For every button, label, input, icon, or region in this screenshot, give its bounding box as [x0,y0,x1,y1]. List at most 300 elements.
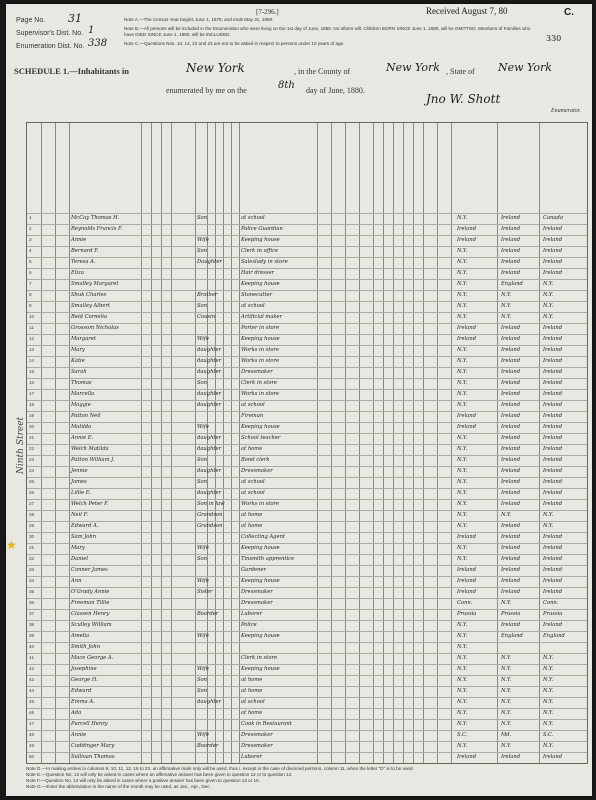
mother-birthplace: Ireland [543,325,563,331]
occupation: Bond clerk [241,457,270,463]
county-value: New York [386,61,440,74]
row-number: 36 [29,600,35,605]
table-row [27,697,587,708]
birthplace: N.Y. [457,358,468,364]
person-name: Conner James [71,567,108,573]
occupation: Keeping house [241,545,280,551]
father-birthplace: N.Y. [501,314,512,320]
table-row [27,246,587,257]
relationship: Wife [197,424,209,430]
relationship: Grandson [197,523,223,529]
row-number: 2 [29,226,32,231]
birthplace: N.Y. [457,644,468,650]
father-birthplace: Ireland [501,435,521,441]
father-birthplace: Ireland [501,479,521,485]
table-row [27,411,587,422]
row-number: 7 [29,281,32,286]
mother-birthplace: N.Y. [543,743,554,749]
row-number: 4 [29,248,32,253]
father-birthplace: Ireland [501,413,521,419]
mother-birthplace: Ireland [543,248,563,254]
occupation: Gardener [241,567,266,573]
table-row [27,323,587,334]
table-row [27,488,587,499]
table-row [27,587,587,598]
father-birthplace: Ireland [501,556,521,562]
table-row [27,444,587,455]
occupation: at home [241,710,263,716]
occupation: Clerk in store [241,655,278,661]
mother-birthplace: Ireland [543,402,563,408]
person-name: Edward A. [71,523,99,529]
birthplace: N.Y. [457,721,468,727]
birthplace: N.Y. [457,545,468,551]
row-number: 10 [29,314,35,319]
relationship: Boarder [197,611,219,617]
father-birthplace: N.Y. [501,710,512,716]
relationship: Daughter [197,259,222,265]
table-row [27,345,587,356]
occupation: Collecting Agent [241,534,286,540]
table-row [27,532,587,543]
occupation: Dressmaker [241,589,273,595]
birthplace: N.Y. [457,270,468,276]
mother-birthplace: N.Y. [543,314,554,320]
occupation: at school [241,479,265,485]
column-header-band [27,123,587,214]
row-number: 20 [29,424,35,429]
row-number: 25 [29,479,35,484]
birthplace: N.Y. [457,655,468,661]
table-row [27,466,587,477]
row-number: 1 [29,215,32,220]
father-birthplace: England [501,633,523,639]
table-row [27,719,587,730]
mother-birthplace: Ireland [543,347,563,353]
row-number: 44 [29,688,35,693]
occupation: Keeping house [241,424,280,430]
mother-birthplace: Ireland [543,380,563,386]
mother-birthplace: Ireland [543,479,563,485]
row-number: 31 [29,545,35,550]
mother-birthplace: N.Y. [543,523,554,529]
row-number: 38 [29,622,35,627]
relationship: Wife [197,578,209,584]
mother-birthplace: Ireland [543,501,563,507]
father-birthplace: N.Y. [501,677,512,683]
occupation: Works in store [241,347,280,353]
table-row [27,213,587,224]
table-row [27,631,587,642]
table-row [27,279,587,290]
person-name: Ann [71,578,82,584]
father-birthplace: Ireland [501,523,521,529]
row-number: 41 [29,655,35,660]
table-row [27,543,587,554]
occupation: Works in store [241,358,280,364]
occupation: Cook in Restaurant [241,721,292,727]
person-name: Sculley William [71,622,112,628]
person-name: George H. [71,677,99,683]
birthplace: N.Y. [457,468,468,474]
mother-birthplace: Canada [543,215,563,221]
row-number: 42 [29,666,35,671]
mother-birthplace: N.Y. [543,512,554,518]
row-number: 23 [29,457,35,462]
occupation: Works in store [241,391,280,397]
father-birthplace: Ireland [501,578,521,584]
person-name: Matilda [71,424,92,430]
birthplace: Ireland [457,534,477,540]
row-number: 45 [29,699,35,704]
person-name: Mace George A. [71,655,114,661]
table-row [27,499,587,510]
footnote: Note F.—Question No. 14 will only be asked in cases where a positive answer has been given to question 13 or 15. [26,778,260,783]
relationship: Boarder [197,743,219,749]
father-birthplace: Ireland [501,259,521,265]
enumerator-signature: Jno W. Shott [426,92,501,106]
person-name: Freeman Tillie [71,600,110,606]
person-name: Purcell Henry [71,721,108,727]
relationship: daughter [197,435,222,441]
row-number: 49 [29,743,35,748]
person-name: Margaret [71,336,96,342]
mother-birthplace: Conn. [543,600,559,606]
table-row [27,708,587,719]
occupation: Keeping house [241,578,280,584]
occupation: at home [241,446,263,452]
birthplace: Prussia [457,611,477,617]
occupation: Dressmaker [241,732,273,738]
mother-birthplace: Ireland [543,545,563,551]
mother-birthplace: Ireland [543,589,563,595]
birthplace: N.Y. [457,479,468,485]
street-name: Ninth Street [16,416,26,474]
relationship: Wife [197,732,209,738]
father-birthplace: N.Y. [501,699,512,705]
birthplace: N.Y. [457,259,468,265]
table-row [27,565,587,576]
mother-birthplace: N.Y. [543,688,554,694]
table-row [27,554,587,565]
occupation: Clerk in office [241,248,279,254]
birthplace: N.Y. [457,490,468,496]
person-name: O'Grady Annie [71,589,110,595]
mother-birthplace: Ireland [543,578,563,584]
occupation: at school [241,699,265,705]
mother-birthplace: N.Y. [543,699,554,705]
birthplace: N.Y. [457,633,468,639]
occupation: at school [241,402,265,408]
mother-birthplace: Ireland [543,391,563,397]
father-birthplace: N.Y. [501,721,512,727]
mother-birthplace: Ireland [543,754,563,760]
relationship: daughter [197,358,222,364]
person-name: Cuddinger Mary [71,743,115,749]
person-name: Thomas [71,380,92,386]
mother-birthplace: N.Y. [543,292,554,298]
person-name: Emma A. [71,699,95,705]
mother-birthplace: Ireland [543,468,563,474]
person-name: Daniel [71,556,88,562]
father-birthplace: Ireland [501,589,521,595]
birthplace: N.Y. [457,622,468,628]
person-name: Patton Neil [71,413,101,419]
person-name: Annie [71,237,87,243]
table-row [27,422,587,433]
relationship: Wife [197,237,209,243]
table-row [27,752,587,763]
birthplace: N.Y. [457,215,468,221]
mother-birthplace: N.Y. [543,281,554,287]
birthplace: N.Y. [457,303,468,309]
table-row [27,224,587,235]
father-birthplace: Ireland [501,622,521,628]
occupation: Fireman [241,413,264,419]
table-row [27,301,587,312]
relationship: daughter [197,699,222,705]
mother-birthplace: Ireland [543,336,563,342]
person-name: Reid Cornelia [71,314,107,320]
row-number: 35 [29,589,35,594]
county-label: , in the County of [294,67,351,76]
enumerated-label: enumerated by me on the [166,86,247,95]
mother-birthplace: Ireland [543,424,563,430]
person-name: Teresa A. [71,259,96,265]
table-row [27,675,587,686]
birthplace: N.Y. [457,512,468,518]
mother-birthplace: Ireland [543,358,563,364]
mother-birthplace: N.Y. [543,303,554,309]
birthplace: Ireland [457,424,477,430]
footnote: Note G.—Enter the abbreviation in the name of the month may be used, as Jan., Apr., Dec. [26,784,211,789]
row-number: 12 [29,336,35,341]
row-number: 21 [29,435,35,440]
row-number: 17 [29,391,35,396]
person-name: Smith John [71,644,101,650]
relationship: Son [197,248,208,254]
occupation: Keeping house [241,336,280,342]
mother-birthplace: Ireland [543,457,563,463]
father-birthplace: N.Y. [501,600,512,606]
occupation: Porter in store [241,325,280,331]
person-name: Mary [71,347,85,353]
mother-birthplace: S.C. [543,732,554,738]
census-table [26,122,588,764]
enumeration-no: 338 [88,38,108,49]
table-row [27,730,587,741]
table-row [27,290,587,301]
mother-birthplace: N.Y. [543,666,554,672]
father-birthplace: Ireland [501,226,521,232]
relationship: Son [197,303,208,309]
person-name: Smalley Albert [71,303,110,309]
table-row [27,686,587,697]
birthplace: N.Y. [457,281,468,287]
birthplace: N.Y. [457,292,468,298]
table-row [27,576,587,587]
mother-birthplace: Ireland [543,446,563,452]
mother-birthplace: Ireland [543,270,563,276]
month-label: day of June, 1880. [306,86,365,95]
father-birthplace: Ireland [501,534,521,540]
father-birthplace: Ireland [501,490,521,496]
occupation: Stonecutter [241,292,273,298]
row-number: 37 [29,611,35,616]
occupation: Keeping house [241,633,280,639]
occupation: Saleslady in store [241,259,288,265]
relationship: Son [197,457,208,463]
father-birthplace: Ireland [501,347,521,353]
birthplace: N.Y. [457,710,468,716]
relationship: Son in law [197,501,225,507]
table-row [27,378,587,389]
star-marker-icon: ★ [6,538,17,552]
father-birthplace: Ireland [501,248,521,254]
occupation: Police Guardian [241,226,283,232]
occupation: Laborer [241,611,263,617]
father-birthplace: Ireland [501,545,521,551]
relationship: Grandson [197,512,223,518]
place-value: New York [186,61,245,75]
mother-birthplace: N.Y. [543,710,554,716]
row-number: 48 [29,732,35,737]
person-name: Jennie [71,468,88,474]
birthplace: Ireland [457,226,477,232]
mother-birthplace: Ireland [543,490,563,496]
note-a: Note A.—The Census Year begins June 1, 1879, and ends May 31, 1880. [124,17,274,22]
person-name: Welch Matilda [71,446,109,452]
birthplace: Ireland [457,325,477,331]
row-number: 13 [29,347,35,352]
person-name: Mary [71,545,85,551]
row-number: 3 [29,237,32,242]
occupation: Clerk in store [241,380,278,386]
mother-birthplace: N.Y. [543,677,554,683]
relationship: daughter [197,490,222,496]
row-number: 24 [29,468,35,473]
person-name: Smalley Margaret [71,281,119,287]
row-number: 8 [29,292,32,297]
footnotes [26,766,586,790]
father-birthplace: N.Y. [501,303,512,309]
birthplace: N.Y. [457,446,468,452]
person-name: Sam John [71,534,97,540]
mother-birthplace: Ireland [543,622,563,628]
father-birthplace: Ireland [501,358,521,364]
occupation: Dressmaker [241,369,273,375]
person-name: James [71,479,87,485]
table-row [27,257,587,268]
note-b: Note B.—All persons will be included in the Enumeration who were living on the 1st day of June, 1880. No others will. Children BORN SINCE June 1, 1880, will be OMITTED. Members of Families who have DIED SINCE June 1, 1880, will be INCLUDED. [124,26,531,37]
occupation: at school [241,490,265,496]
state-value: New York [498,61,552,74]
father-birthplace: N.Y. [501,655,512,661]
father-birthplace: Ireland [501,424,521,430]
relationship: daughter [197,446,222,452]
row-number: 28 [29,512,35,517]
mother-birthplace: Ireland [543,435,563,441]
table-row [27,312,587,323]
received-stamp: Received August 7, 80 [426,6,508,16]
page-id-right: 330 [546,34,562,43]
father-birthplace: Ireland [501,457,521,463]
birthplace: Ireland [457,567,477,573]
mother-birthplace: Ireland [543,567,563,573]
occupation: at home [241,677,263,683]
table-row [27,609,587,620]
occupation: Police [241,622,257,628]
father-birthplace: Ireland [501,325,521,331]
birthplace: Ireland [457,413,477,419]
father-birthplace: Ireland [501,468,521,474]
person-name: Amelia [71,633,90,639]
row-number: 39 [29,633,35,638]
row-number: 14 [29,358,35,363]
person-name: Lillie E. [71,490,92,496]
birthplace: N.Y. [457,743,468,749]
father-birthplace: Ireland [501,215,521,221]
note-c: Note C.—Questions Nos. 13, 14, 22 and 23 are not to be asked in respect to persons under 10 years of age. [124,41,345,46]
table-row [27,642,587,653]
father-birthplace: N.Y. [501,743,512,749]
father-birthplace: Ireland [501,446,521,452]
census-sheet [6,4,592,796]
row-number: 22 [29,446,35,451]
birthplace: Ireland [457,336,477,342]
row-number: 19 [29,413,35,418]
table-row [27,433,587,444]
person-name: Patton William J. [71,457,115,463]
occupation: Dressmaker [241,468,273,474]
birthplace: N.Y. [457,556,468,562]
row-number: 9 [29,303,32,308]
row-number: 46 [29,710,35,715]
occupation: School teacher [241,435,281,441]
table-row [27,477,587,488]
birthplace: N.Y. [457,380,468,386]
relationship: Son [197,479,208,485]
row-number: 32 [29,556,35,561]
table-row [27,620,587,631]
row-number: 30 [29,534,35,539]
person-name: Katie [71,358,85,364]
relationship: Brother [197,292,218,298]
day-value: 8th [278,80,295,91]
mother-birthplace: Ireland [543,226,563,232]
mother-birthplace: N.Y. [543,655,554,661]
corner-letter: C. [564,7,574,18]
relationship: Wife [197,336,209,342]
mother-birthplace: Ireland [543,369,563,375]
enumeration-label: Enumeration Dist. No. [16,43,85,50]
occupation: Works in store [241,501,280,507]
table-row [27,455,587,466]
mother-birthplace: N.Y. [543,721,554,727]
mother-birthplace: Ireland [543,237,563,243]
table-row [27,400,587,411]
page-no-label: Page No. [16,17,46,24]
birthplace: N.Y. [457,501,468,507]
occupation: Artificial maker [241,314,283,320]
row-number: 5 [29,259,32,264]
father-birthplace: Ireland [501,754,521,760]
person-name: Sullivan Thomas [71,754,115,760]
row-number: 33 [29,567,35,572]
father-birthplace: N.Y. [501,688,512,694]
person-name: Maggie [71,402,91,408]
row-number: 43 [29,677,35,682]
